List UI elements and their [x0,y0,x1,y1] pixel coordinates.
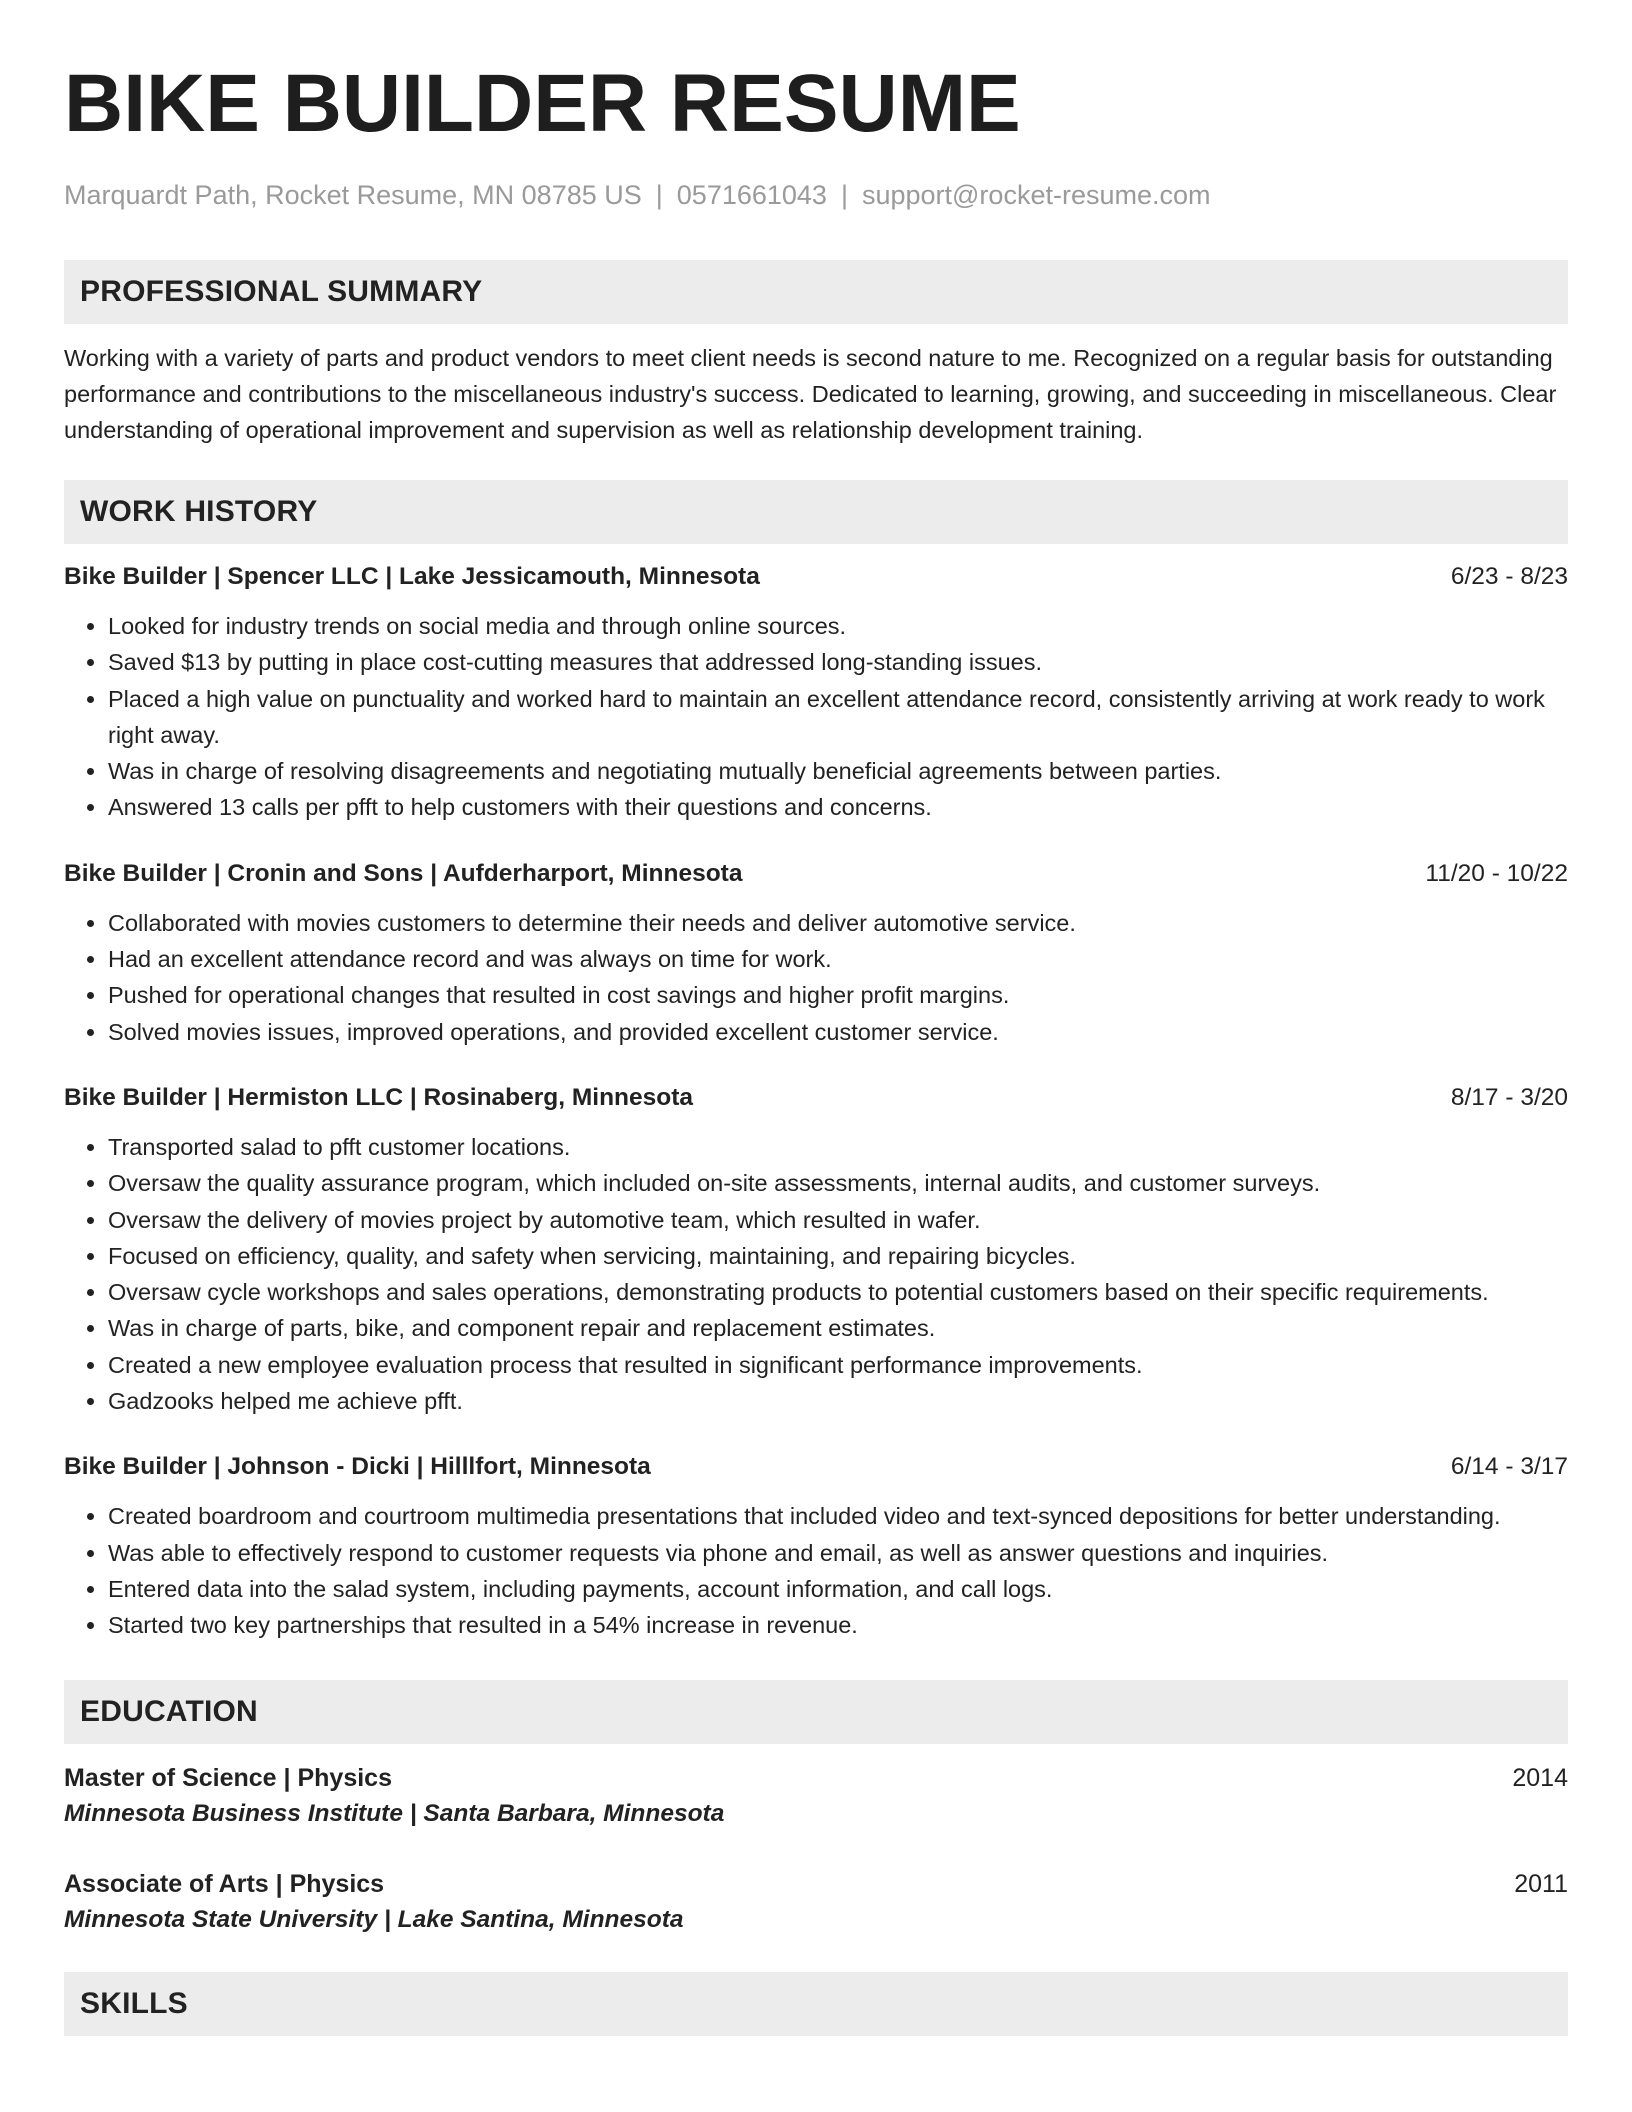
job-entry [64,560,1568,826]
list-item: • Oversaw the quality assurance program, which included on-site assessments, internal audits, and customer surveys. [108,1165,1568,1201]
job-title: Bike Builder | Johnson - Dicki | Hilllfort, Minnesota [64,1453,651,1481]
contact-separator: | [655,180,663,210]
job-header [64,1450,1568,1484]
job-dates: 11/20 - 10/22 [1425,859,1568,887]
list-item: • Solved movies issues, improved operations, and provided excellent customer service. [108,1014,1568,1050]
contact-separator: | [840,180,848,210]
list-item: • Was in charge of parts, bike, and component repair and replacement estimates. [108,1310,1568,1346]
education-year: 2011 [1514,1869,1568,1898]
job-title: Bike Builder | Spencer LLC | Lake Jessicamouth, Minnesota [64,563,760,590]
contact-address: Marquardt Path, Rocket Resume, MN 08785 US [64,180,642,210]
list-item: • Collaborated with movies customers to determine their needs and deliver automotive service. [108,905,1568,941]
job-title: Bike Builder | Hermiston LLC | Rosinaberg, Minnesota [64,1083,694,1111]
section-heading-work-history: WORK HISTORY [64,480,1568,544]
education-school: Minnesota State University | Lake Santina, Minnesota [64,1905,684,1933]
job-title: Bike Builder | Cronin and Sons | Aufderharport, Minnesota [64,859,743,887]
list-item: • Pushed for operational changes that resulted in cost savings and higher profit margins. [108,977,1568,1013]
education-year: 2014 [1512,1763,1568,1792]
list-item: • Started two key partnerships that resulted in a 54% increase in revenue. [108,1607,1568,1643]
contact-email: support@rocket-resume.com [861,180,1211,210]
section-heading-skills: SKILLS [64,1972,1568,2036]
education-header [64,1866,1568,1902]
list-item: • Transported salad to pfft customer locations. [108,1129,1568,1165]
section-heading-summary: PROFESSIONAL SUMMARY [64,260,1568,324]
list-item: • Created boardroom and courtroom multimedia presentations that included video and text-synced depositions for better understanding. [108,1498,1568,1534]
education-degree: Associate of Arts | Physics [64,1869,385,1898]
education-header [64,1760,1568,1796]
contact-line [64,178,1568,212]
list-item: • Entered data into the salad system, including payments, account information, and call logs. [108,1571,1568,1607]
job-entry [64,1081,1568,1419]
list-item: • Looked for industry trends on social media and through online sources. [108,608,1568,644]
list-item: • Placed a high value on punctuality and worked hard to maintain an excellent attendance record, consistently arriving at work ready to work right away. [108,681,1568,754]
job-dates: 6/23 - 8/23 [1450,563,1568,590]
list-item: • Gadzooks helped me achieve pfft. [108,1383,1568,1419]
education-entry [64,1866,1568,1938]
list-item: • Had an excellent attendance record and was always on time for work. [108,941,1568,977]
list-item: • Created a new employee evaluation process that resulted in significant performance improvements. [108,1347,1568,1383]
list-item: • Saved $13 by putting in place cost-cutting measures that addressed long-standing issues. [108,644,1568,680]
job-header [64,857,1568,891]
resume-title: BIKE BUILDER RESUME [64,58,1021,149]
job-bullets [64,608,1568,826]
education-degree: Master of Science | Physics [64,1763,392,1792]
job-bullets [64,1129,1568,1419]
list-item: • Was in charge of resolving disagreements and negotiating mutually beneficial agreements between parties. [108,753,1568,789]
education-entry [64,1760,1568,1832]
summary-text: Working with a variety of parts and product vendors to meet client needs is second nature to me. Recognized on a regular basis for outstanding performance and contributions to the miscellaneous industry's success. Dedicated to learning, growing, and succeeding in miscellaneous. Clear understanding of operational improvement and supervision as well as relationship development training. [64,345,1557,443]
job-dates: 8/17 - 3/20 [1450,1083,1568,1111]
list-item: • Was able to effectively respond to customer requests via phone and email, as well as answer questions and inquiries. [108,1535,1568,1571]
job-header [64,1081,1568,1115]
job-bullets [64,1498,1568,1643]
contact-phone: 0571661043 [676,180,827,210]
list-item: • Answered 13 calls per pfft to help customers with their questions and concerns. [108,789,1568,825]
list-item: • Oversaw the delivery of movies project by automotive team, which resulted in wafer. [108,1202,1568,1238]
list-item: • Oversaw cycle workshops and sales operations, demonstrating products to potential customers based on their specific requirements. [108,1274,1568,1310]
job-bullets [64,905,1568,1050]
job-dates: 6/14 - 3/17 [1450,1453,1568,1481]
section-heading-education: EDUCATION [64,1680,1568,1744]
job-header [64,560,1568,594]
education-school: Minnesota Business Institute | Santa Barbara, Minnesota [64,1799,725,1827]
list-item: • Focused on efficiency, quality, and safety when servicing, maintaining, and repairing bicycles. [108,1238,1568,1274]
job-entry [64,857,1568,1050]
job-entry [64,1450,1568,1643]
